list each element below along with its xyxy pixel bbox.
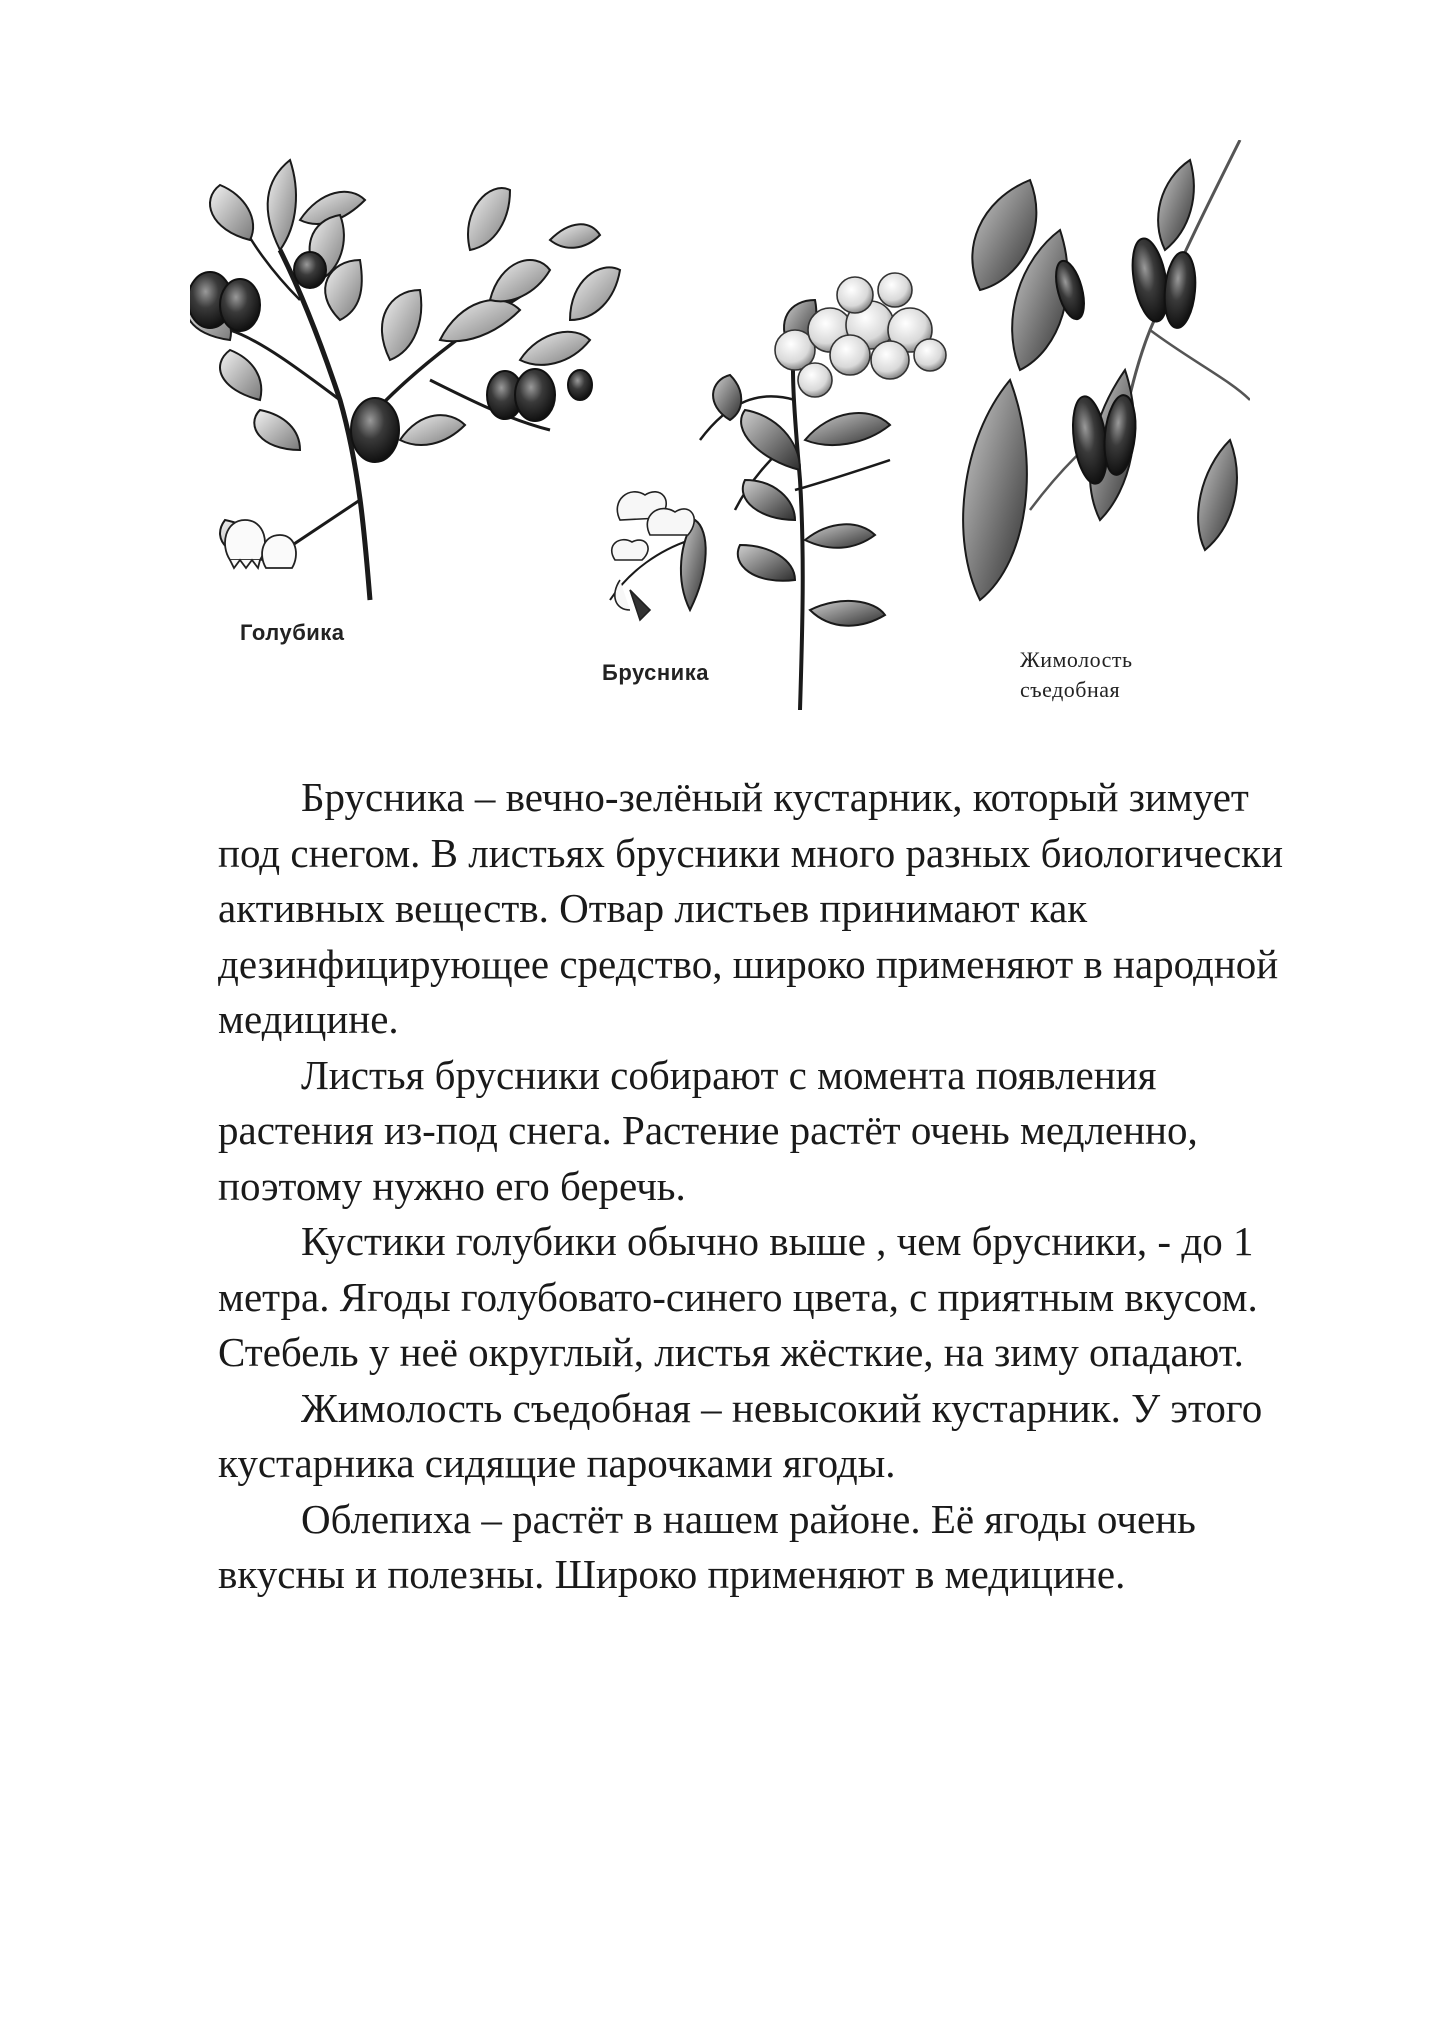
paragraph-honeysuckle: Жимолость съедобная – невысокий кустарник. У этого кустарника сидящие парочками ягоды.	[218, 1384, 1263, 1486]
paragraph-sea-buckthorn: Облепиха – растёт в нашем районе. Её ягоды очень вкусны и полезны. Широко применяют в медицине.	[218, 1495, 1196, 1597]
paragraph-lingonberry: Брусника – вечно-зелёный кустарник, который зимует под снегом. В листьях брусники много разных биологически активных веществ. Отвар листьев принимают как дезинфицирующее средство, широко применяют в народной медицине.	[218, 774, 1284, 1042]
blueberry-drawing	[190, 160, 620, 600]
paragraph-blueberry: Кустики голубики обычно выше , чем брусники, - до 1 метра. Ягоды голубовато-синего цвета, с приятным вкусом. Стебель у неё округлый, листья жёсткие, на зиму опадают.	[218, 1218, 1258, 1375]
lingonberry-drawing	[610, 273, 946, 710]
honeysuckle-drawing	[963, 140, 1250, 600]
caption-honeysuckle-line2: съедобная	[1020, 677, 1121, 702]
caption-honeysuckle-line1: Жимолость	[1020, 647, 1133, 672]
paragraph-lingonberry-leaves: Листья брусники собирают с момента появления растения из-под снега. Растение растёт очень медленно, поэтому нужно его беречь.	[218, 1051, 1198, 1209]
caption-lingonberry: Брусника	[602, 660, 709, 685]
caption-blueberry: Голубика	[240, 620, 345, 645]
body-text	[218, 770, 1318, 1603]
plant-illustrations	[190, 140, 1250, 740]
caption-honeysuckle	[1020, 645, 1133, 705]
